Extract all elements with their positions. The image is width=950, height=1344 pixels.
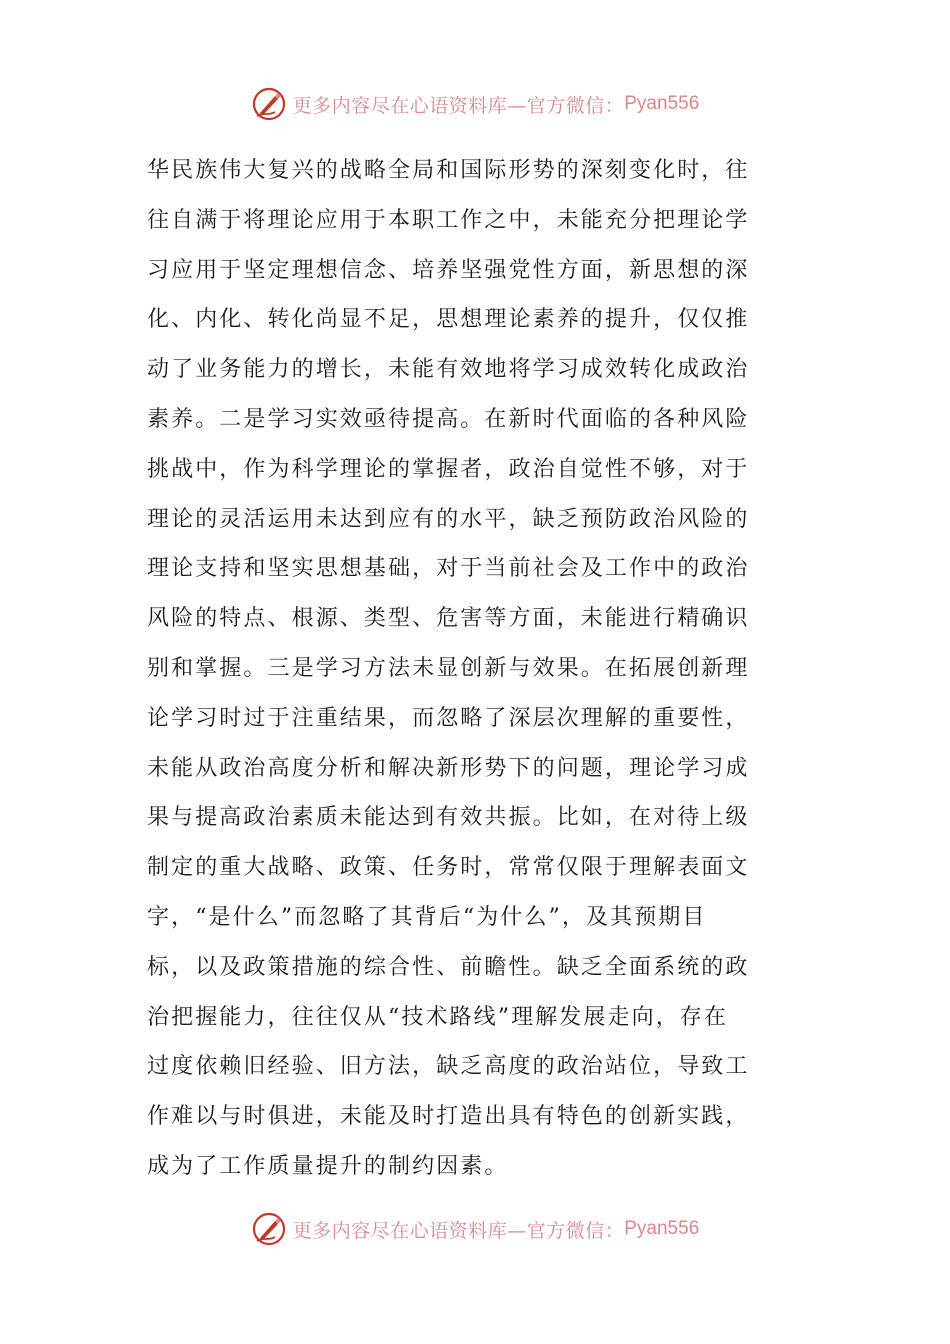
text-line: 挑战中，作为科学理论的掌握者，政治自觉性不够，对于 — [147, 456, 750, 482]
text-line: 作难以与时俱进，未能及时打造出具有特色的创新实践， — [147, 1104, 750, 1130]
text-line: 风险的特点、根源、类型、危害等方面，未能进行精确识 — [147, 606, 750, 632]
text-line: 治把握能力，往往仅从“技术路线”理解发展走向，存在 — [147, 1004, 728, 1030]
pen-logo-icon — [251, 86, 287, 122]
text-line: 论学习时过于注重结果，而忽略了深层次理解的重要性， — [147, 705, 750, 731]
text-line: 动了业务能力的增长，未能有效地将学习成效转化成政治 — [147, 357, 750, 383]
text-line: 理论支持和坚实思想基础，对于当前社会及工作中的政治 — [147, 556, 750, 582]
watermark-text: 更多内容尽在心语资料库—官方微信： — [292, 94, 625, 117]
text-line: 字，“是什么”而忽略了其背后“为什么”，及其预期目 — [147, 904, 707, 930]
document-paragraph — [147, 146, 807, 1192]
text-line: 标，以及政策措施的综合性、前瞻性。缺乏全面系统的政 — [147, 954, 750, 980]
text-line: 果与提高政治素质未能达到有效共振。比如，在对待上级 — [147, 805, 750, 831]
watermark-wechat-id: Pyan556 — [624, 93, 700, 114]
text-line: 素养。二是学习实效亟待提高。在新时代面临的各种风险 — [147, 406, 750, 432]
text-line: 别和掌握。三是学习方法未显创新与效果。在拓展创新理 — [147, 655, 750, 681]
pen-logo-icon — [251, 1211, 287, 1247]
text-line: 制定的重大战略、政策、任务时，常常仅限于理解表面文 — [147, 855, 750, 881]
watermark-text: 更多内容尽在心语资料库—官方微信： — [292, 1219, 625, 1242]
header-watermark — [0, 82, 950, 126]
text-line: 理论的灵活运用未达到应有的水平，缺乏预防政治风险的 — [147, 506, 750, 532]
text-line: 化、内化、转化尚显不足，思想理论素养的提升，仅仅推 — [147, 307, 750, 333]
text-line: 往自满于将理论应用于本职工作之中，未能充分把理论学 — [147, 207, 750, 233]
watermark-wechat-id: Pyan556 — [624, 1218, 700, 1239]
footer-watermark — [0, 1207, 950, 1251]
text-line: 未能从政治高度分析和解决新形势下的问题，理论学习成 — [147, 755, 750, 781]
text-line: 华民族伟大复兴的战略全局和国际形势的深刻变化时，往 — [147, 158, 750, 183]
text-line: 成为了工作质量提升的制约因素。 — [147, 1153, 509, 1179]
text-line: 习应用于坚定理想信念、培养坚强党性方面，新思想的深 — [147, 257, 750, 283]
text-line: 过度依赖旧经验、旧方法，缺乏高度的政治站位，导致工 — [147, 1054, 750, 1080]
